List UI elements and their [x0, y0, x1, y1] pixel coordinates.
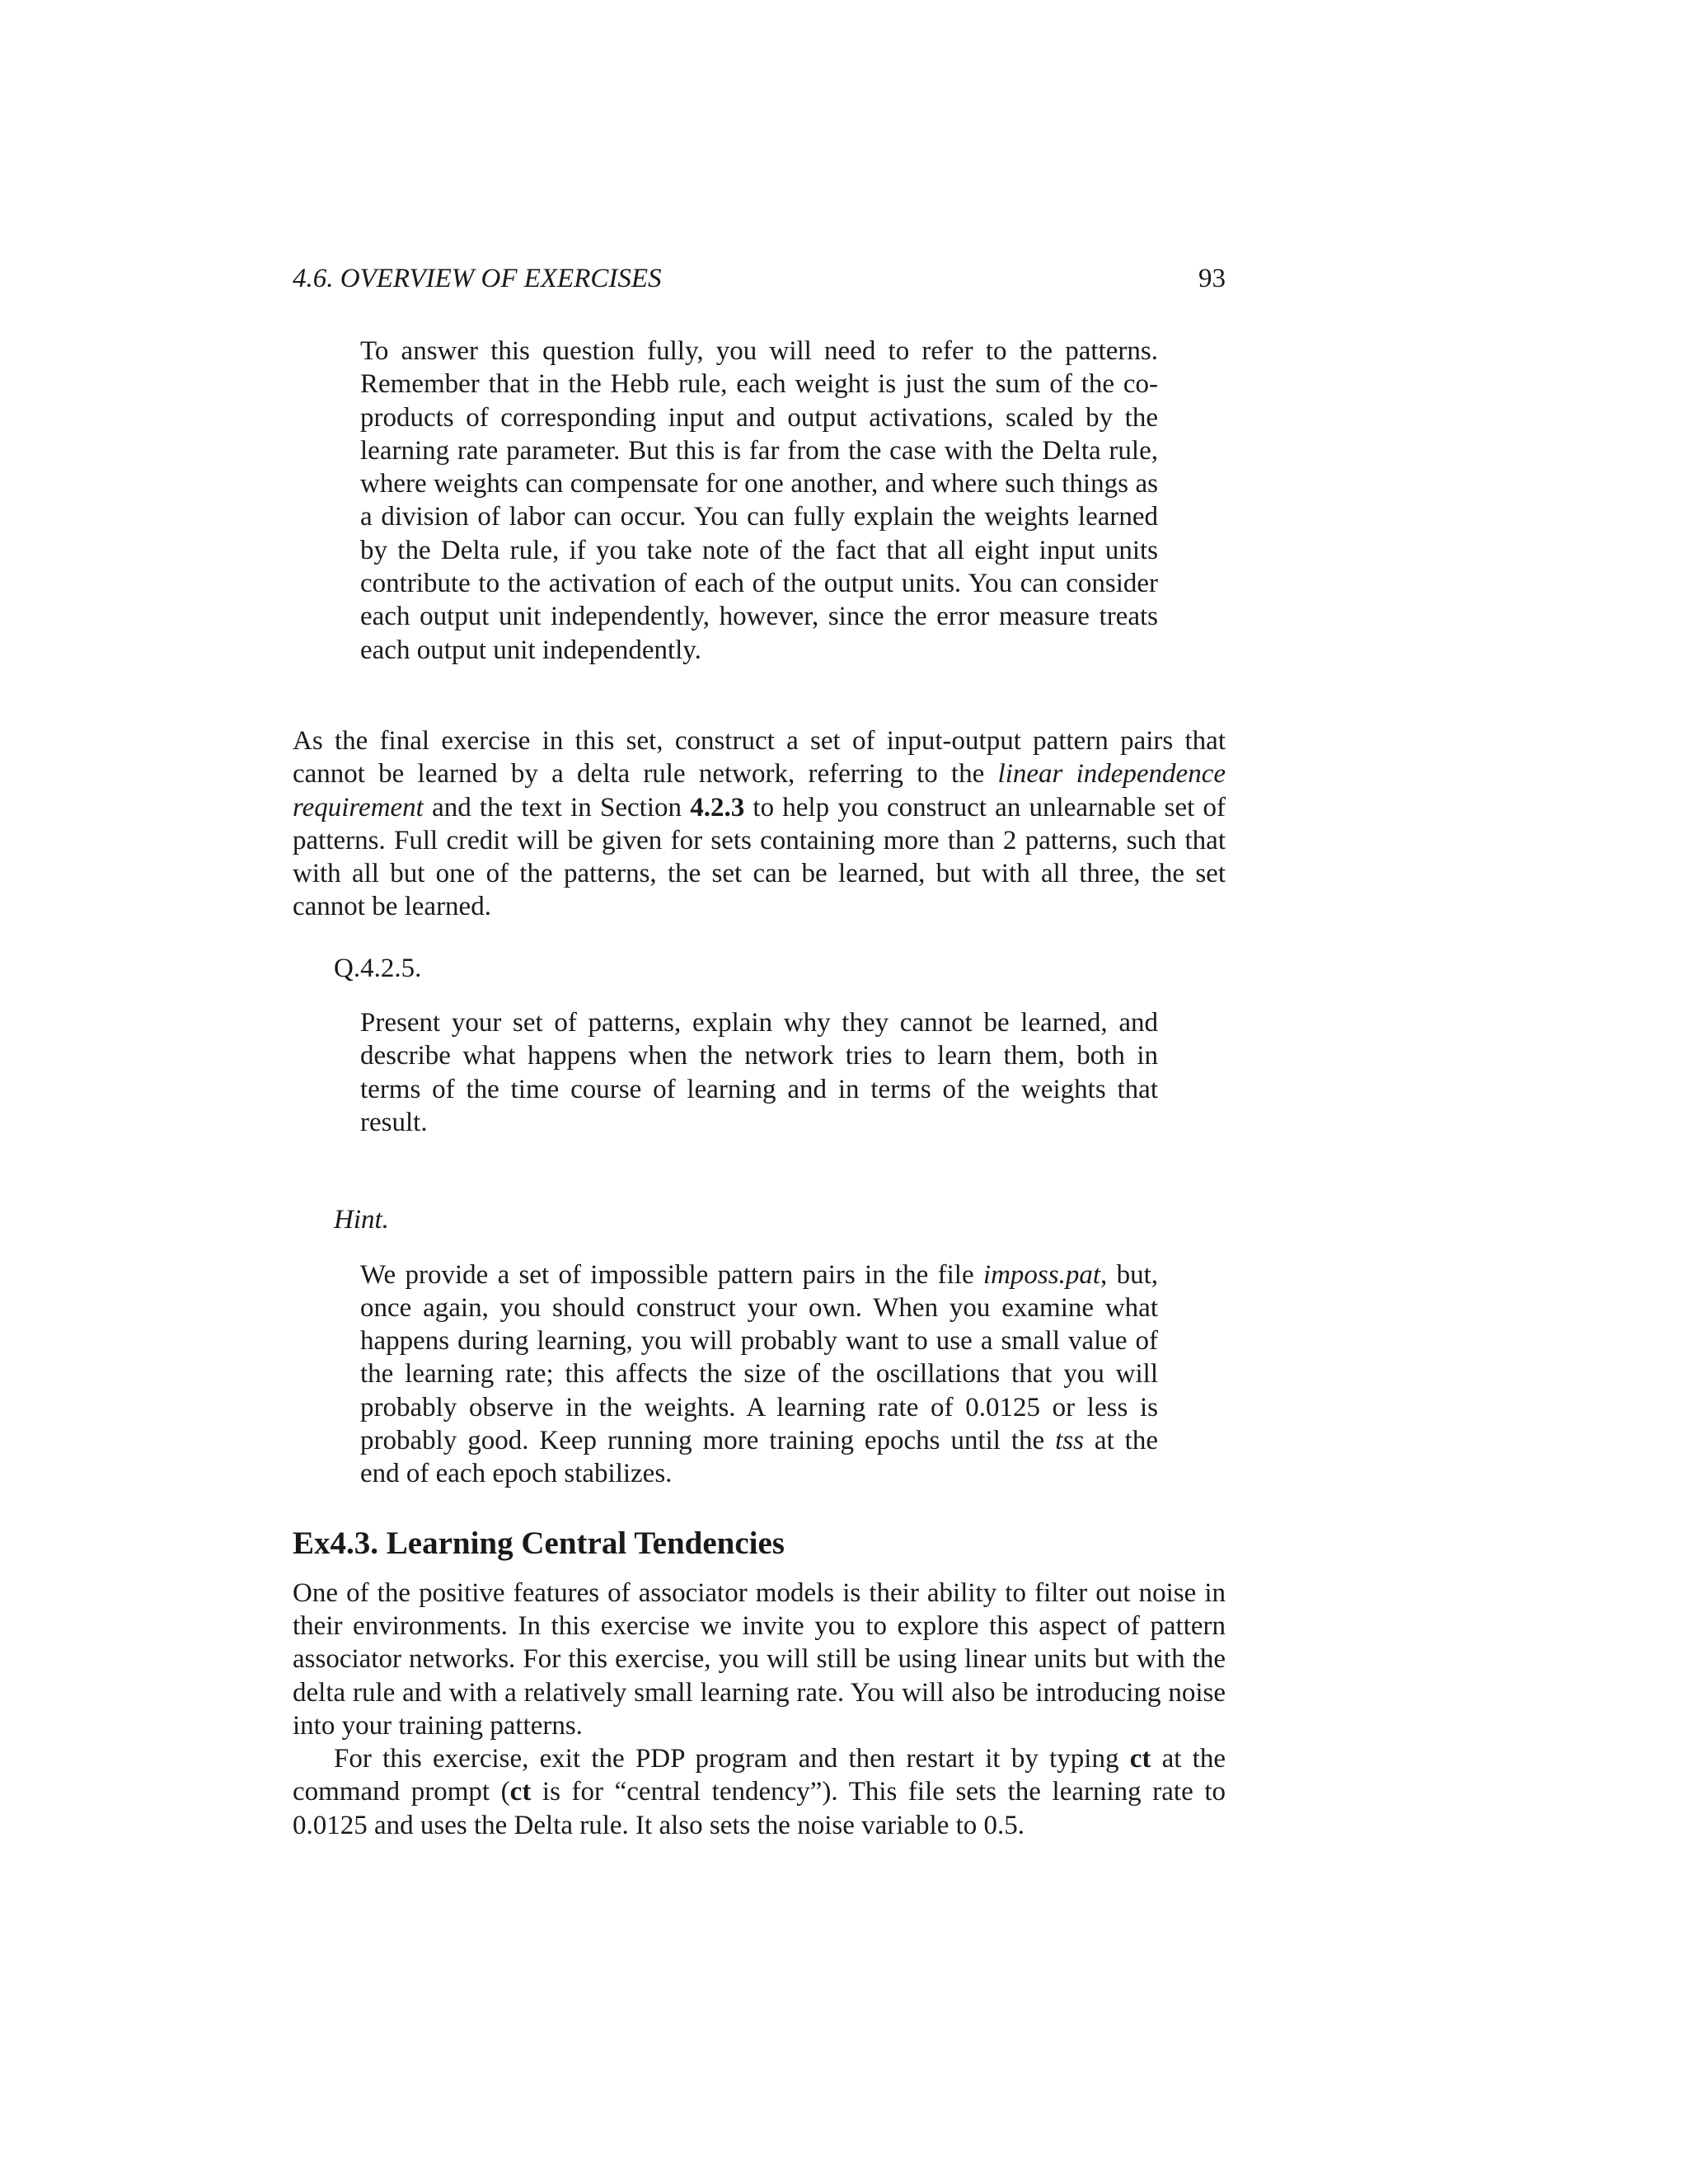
paragraph-final-exercise	[293, 724, 1226, 924]
running-head	[293, 260, 1226, 297]
section-p2-text-1: For this exercise, exit the PDP program and then restart it by typing	[334, 1744, 1130, 1774]
running-head-section: 4.6. OVERVIEW OF EXERCISES	[293, 264, 662, 293]
paragraph-final-text-2: and the text in Section	[423, 792, 691, 823]
section-reference: 4.2.3	[690, 792, 745, 823]
emphasis-linear-independence: linear independence requirement	[293, 759, 1226, 823]
section-p2-text-3: is for “central tendency”). This file sets the learning rate to 0.0125 and uses the Delta rule. It also sets the noise variable to 0.5.	[293, 1777, 1226, 1840]
section-p2-text-2: at the command prompt (	[293, 1744, 1226, 1807]
hint-text-3: at the end of each epoch stabilizes.	[360, 1426, 1158, 1489]
page-number: 93	[1198, 264, 1226, 293]
section-heading: Ex4.3. Learning Central Tendencies	[293, 1525, 785, 1561]
paragraph-final-text-1: As the final exercise in this set, construct a set of input-output pattern pairs that cannot be learned by a delta rule network, referring to the	[293, 725, 1226, 790]
paragraph-final-text-3: to help you construct an unlearnable set of patterns. Full credit will be given for sets containing more than 2 patterns, such that with all but one of the patterns, the set can be learned, but with all three, the set cannot be learned.	[293, 792, 1226, 922]
command-ct-2: ct	[509, 1777, 532, 1807]
quoted-answer-guidance: To answer this question fully, you will need to refer to the patterns. Remember that in the Hebb rule, each weight is just the sum of the co-products of corresponding input and output activations, scaled by the learning rate parameter. But this is far from the case with the Delta rule, where weights can compensate for one another, and where such things as a division of labor can occur. You can fully explain the weights learned by the Delta rule, if you take note of the fact that all eight input units contribute to the activation of each of the output units. You can consider each output unit independently, however, since the error measure treats each output unit independently.	[360, 336, 1158, 665]
hint-text-2: , but, once again, you should construct your own. When you examine what happens during learning, you will probably want to use a small value of the learning rate; this affects the size of the oscillations that you will probably observe in the weights. A learning rate of 0.0125 or less is probably good. Keep running more training epochs until the	[360, 1259, 1158, 1456]
section-paragraph-2	[293, 1742, 1226, 1842]
question-label: Q.4.2.5.	[334, 953, 422, 983]
body-text	[293, 335, 1226, 1842]
emphasis-tss: tss	[1055, 1426, 1084, 1456]
hint-label	[334, 1203, 1226, 1236]
hint-text	[360, 1258, 1158, 1491]
section-paragraph-1: One of the positive features of associator models is their ability to filter out noise in their environments. In this exercise we invite you to explore this aspect of pattern associator networks. For this exercise, you will still be using linear units but with the delta rule and with a relatively small learning rate. You will also be introducing noise into your training patterns.	[293, 1577, 1226, 1741]
command-ct: ct	[1129, 1744, 1151, 1774]
book-page	[293, 0, 1226, 2184]
question-text: Present your set of patterns, explain why they cannot be learned, and describe what happens when the network tries to learn them, both in terms of the time course of learning and in terms of the weights that result.	[360, 1008, 1158, 1137]
hint-label-text: Hint.	[334, 1205, 389, 1235]
emphasis-filename: imposs.pat	[982, 1259, 1101, 1290]
hint-text-1: We provide a set of impossible pattern pairs in the file	[360, 1259, 983, 1290]
